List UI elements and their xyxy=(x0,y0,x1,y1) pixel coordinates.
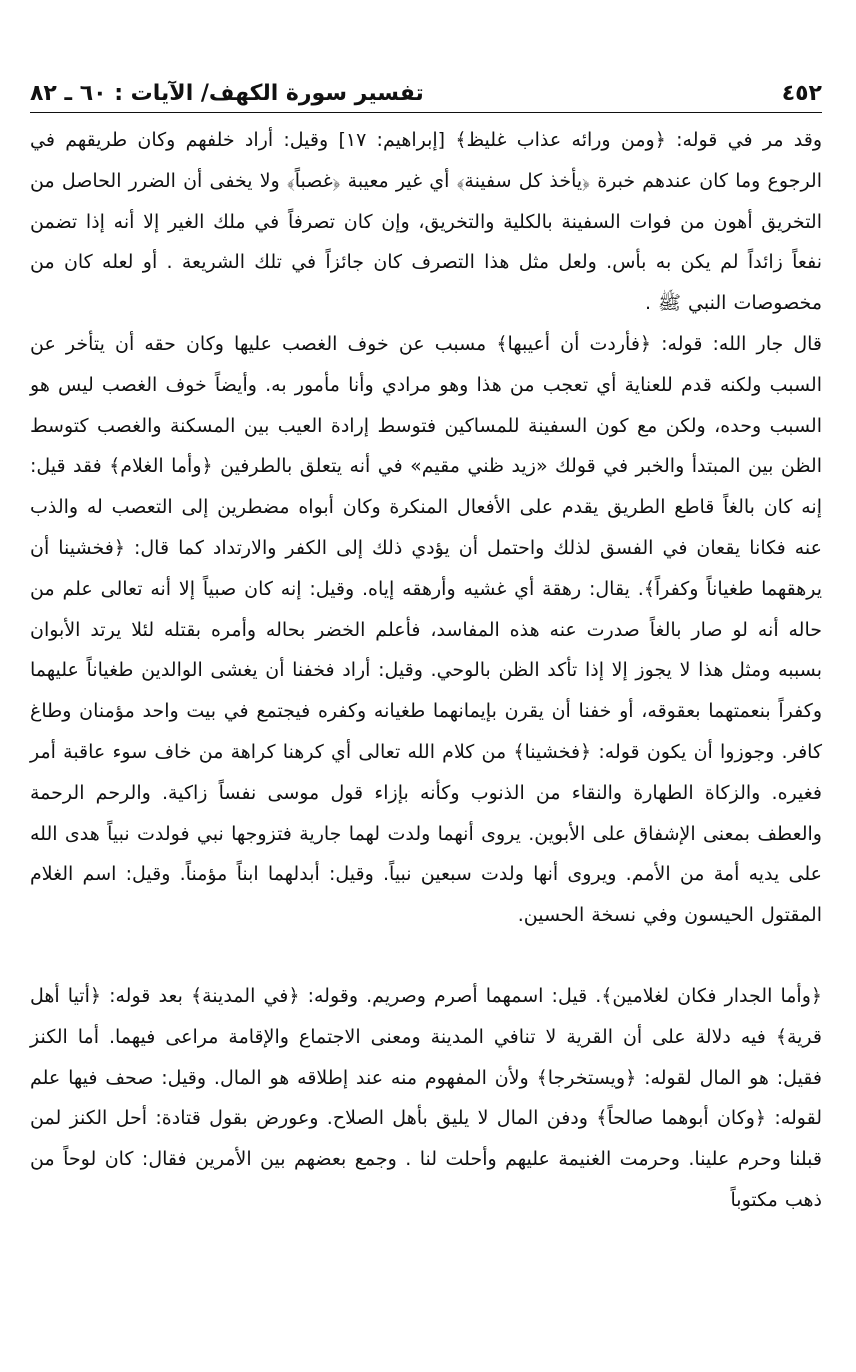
running-head xyxy=(30,56,822,106)
header-divider xyxy=(30,112,822,113)
running-title: تفسير سورة الكهف/ الآيات : ٦٠ ـ ٨٢ xyxy=(30,81,424,106)
paragraph: ﴿وأما الجدار فكان لغلامين﴾. قيل: اسمهما أصرم وصريم. وقوله: ﴿في المدينة﴾ بعد قوله: ﴿أتيا أهل قرية﴾ فيه دلالة على أن القرية لا تنافي المدينة ومعنى الاجتماع والإقامة مراعى فيهما. أما الكنز فقيل: هو المال لقوله: ﴿ويستخرجا﴾ ولأن المفهوم منه عند إطلاقه هو المال. وقيل: صحف فيها علم لقوله: ﴿وكان أبوهما صالحاً﴾ ودفن المال لا يليق بأهل الصلاح. وعورض بقول قتادة: أحل الكنز لمن قبلنا وحرم علينا. وحرمت الغنيمة عليهم وأحلت لنا . وجمع بعضهم بين الأمرين فقال: كان لوحاً من ذهب مكتوباً xyxy=(30,984,822,1211)
paragraph: قال جار الله: قوله: ﴿فأردت أن أعيبها﴾ مسبب عن خوف الغصب عليها وكان حقه أن يتأخر عن السبب ولكنه قدم للعناية أي تعجب من هذا وهو مرادي وأنا مأمور به. وأيضاً خوف الغصب ليس هو السبب وحده، ولكن مع كون السفينة للمساكين فتوسط إرادة العيب بين المسكنة والغصب كتوسط الظن بين المبتدأ والخبر في قولك «زيد ظني مقيم» في أنه يتعلق بالطرفين ﴿وأما الغلام﴾ فقد قيل: إنه كان بالغاً قاطع الطريق يقدم على الأفعال المنكرة وكان أبواه مضطرين إلى التعصب له والذب عنه فكانا يقعان في الفسق لذلك واحتمل أن يؤدي ذلك إلى الكفر والارتداد كما قال: ﴿فخشينا أن يرهقهما طغياناً وكفراً﴾. يقال: رهقة أي غشيه وأرهقه إياه. وقيل: إنه كان صبياً إلا أنه تعالى علم من حاله أنه لو صار بالغاً صدرت عنه هذه المفاسد، فأعلم الخضر بحاله وأمره بقتله لئلا يرتد الأبوان بسببه ومثل هذا لا يجوز إلا إذا تأكد الظن بالوحي. وقيل: أراد فخفنا أن يغشى الوالدين طغياناً عليهما وكفراً بنعمتهما بعقوقه، أو خفنا أن يقرن بإيمانهما طغيانه وكفره فيجتمع في بيت واحد مؤمنان وطاغ كافر. وجوزوا أن يكون قوله: ﴿فخشينا﴾ من كلام الله تعالى أي كرهنا كراهة من خاف سوء عاقبة أمر فغيره. والزكاة الطهارة والنقاء من الذنوب وكأنه بإزاء قول موسى نفساً زاكية. والرحم الرحمة والعطف بمعنى الإشفاق على الأبوين. يروى أنهما ولدت لهما جارية فتزوجها نبي فولدت نبياً هدى الله على يديه أمة من الأمم. ويروى أنها ولدت سبعين نبياً. وقيل: أبدلهما ابناً مؤمناً. وقيل: اسم الغلام المقتول الحيسون وفي نسخة الحسين. xyxy=(30,332,822,927)
paragraph-gap xyxy=(30,936,822,976)
page-number: ٤٥٢ xyxy=(781,81,822,106)
paragraph: وقد مر في قوله: ﴿ومن ورائه عذاب غليظ﴾ [إبراهيم: ١٧] وقيل: أراد خلفهم وكان طريقهم في الرجوع وما كان عندهم خبرة ﴿يأخذ كل سفينة﴾ أي غير معيبة ﴿غصباً﴾ ولا يخفى أن الضرر الحاصل من التخريق أهون من فوات السفينة بالكلية والتخريق، وإن كان تصرفاً في ملك الغير إلا أنه إذا تضمن نفعاً زائداً لم يكن به بأس. ولعل مثل هذا التصرف كان جائزاً في تلك الشريعة . أو لعله كان من مخصوصات النبي ﷺ . xyxy=(30,129,823,315)
body-text xyxy=(30,120,822,1221)
